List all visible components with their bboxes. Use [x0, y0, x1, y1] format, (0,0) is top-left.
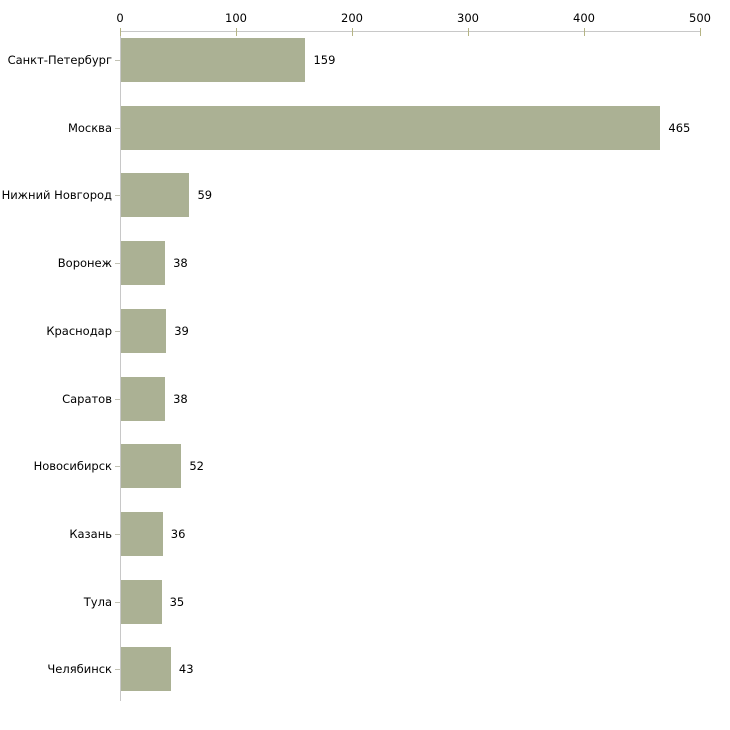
bar — [121, 173, 189, 217]
y-category-label: Казань — [69, 526, 112, 541]
y-category-label: Тула — [83, 594, 112, 609]
y-tick-mark — [115, 534, 120, 535]
x-tick-mark — [236, 28, 237, 36]
bar — [121, 106, 660, 150]
y-category-label: Воронеж — [57, 256, 112, 271]
y-tick-mark — [115, 399, 120, 400]
x-tick-mark — [352, 28, 353, 36]
x-tick-mark — [584, 28, 585, 36]
x-tick-label: 200 — [341, 11, 363, 25]
y-tick-mark — [115, 263, 120, 264]
bar — [121, 309, 166, 353]
y-tick-mark — [115, 669, 120, 670]
x-tick-label: 100 — [225, 11, 247, 25]
x-tick-label: 0 — [116, 11, 124, 25]
bar-value-label: 38 — [173, 256, 188, 271]
bar-value-label: 52 — [189, 459, 204, 474]
y-category-label: Краснодар — [46, 323, 112, 338]
bar — [121, 38, 305, 82]
y-category-label: Челябинск — [47, 662, 112, 677]
bar-value-label: 35 — [169, 594, 185, 609]
y-category-label: Санкт-Петербург — [7, 53, 112, 67]
bar-value-label: 59 — [197, 188, 213, 203]
bar — [121, 647, 171, 691]
bar-value-label: 38 — [173, 391, 188, 406]
bar — [121, 377, 165, 421]
x-axis-line — [120, 31, 700, 32]
bar-value-label: 39 — [174, 323, 189, 338]
plot-area — [116, 11, 711, 701]
y-tick-mark — [115, 195, 120, 196]
y-category-label: Москва — [67, 120, 112, 135]
y-tick-mark — [115, 602, 120, 603]
y-tick-mark — [115, 128, 120, 129]
bar-value-label: 43 — [178, 662, 194, 677]
bar — [121, 512, 163, 556]
y-category-label: Саратов — [62, 391, 112, 406]
bar-value-label: 465 — [668, 120, 691, 135]
bar — [121, 241, 165, 285]
bar-value-label: 159 — [313, 53, 336, 67]
x-tick-mark — [120, 28, 121, 36]
bar — [121, 444, 181, 488]
x-tick-mark — [700, 28, 701, 36]
y-category-label: Новосибирск — [33, 459, 112, 474]
y-tick-mark — [115, 466, 120, 467]
bar-value-label: 36 — [170, 526, 186, 541]
x-tick-label: 500 — [689, 11, 711, 25]
x-tick-label: 400 — [573, 11, 595, 25]
x-tick-mark — [468, 28, 469, 36]
y-category-label: Нижний Новгород — [1, 188, 112, 203]
x-tick-label: 300 — [457, 11, 479, 25]
y-tick-mark — [115, 60, 120, 61]
y-tick-mark — [115, 331, 120, 332]
bar — [121, 580, 162, 624]
